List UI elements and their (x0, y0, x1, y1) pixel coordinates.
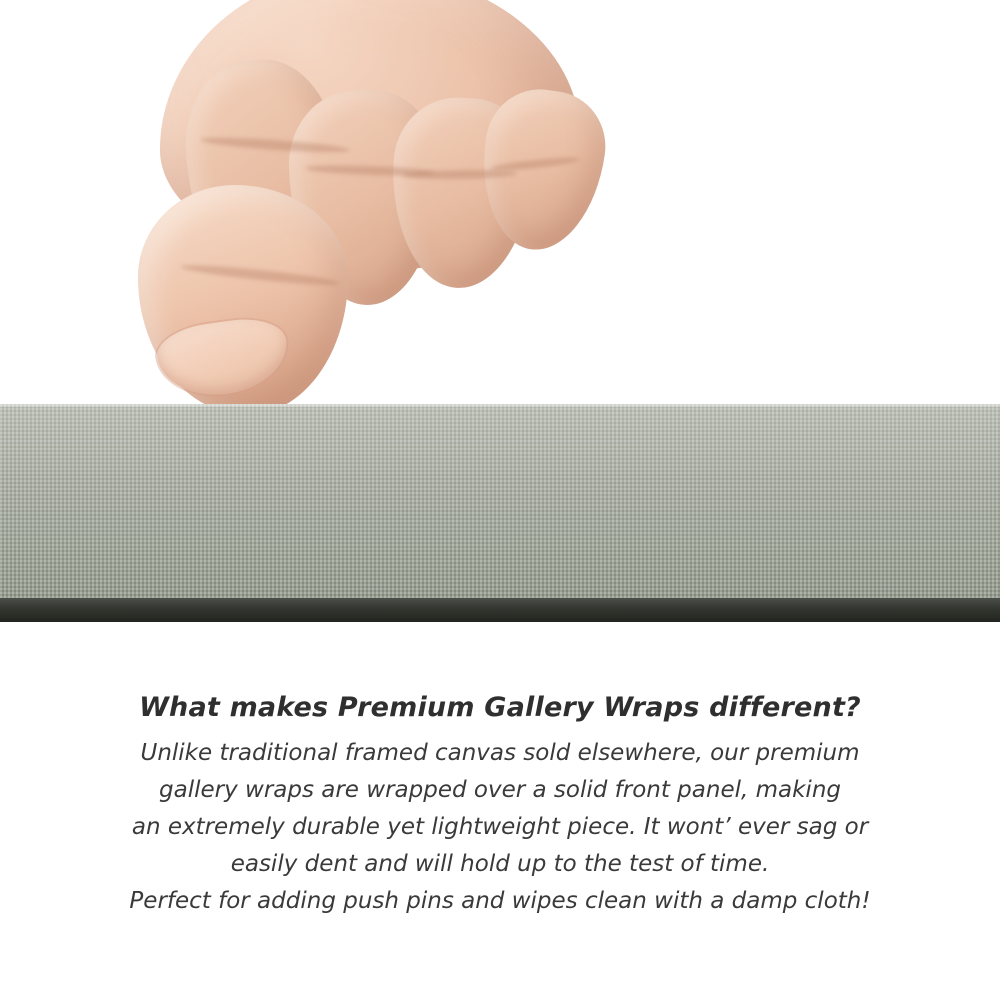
caption-line: easily dent and will hold up to the test of time. (230, 851, 770, 877)
canvas-weave-texture (0, 404, 1000, 622)
caption-body (0, 735, 1000, 920)
caption-line: Unlike traditional framed canvas sold elsewhere, our premium (140, 740, 860, 766)
hand-illustration (130, 0, 600, 420)
canvas-edge-shadow (0, 598, 1000, 622)
canvas-wrap-edge (0, 404, 1000, 622)
caption-line: gallery wraps are wrapped over a solid front panel, making (159, 777, 841, 803)
caption-line: an extremely durable yet lightweight piece. It wont’ ever sag or (131, 814, 869, 840)
caption-line: Perfect for adding push pins and wipes clean with a damp cloth! (129, 888, 871, 914)
caption-heading: What makes Premium Gallery Wraps different? (139, 692, 861, 723)
caption-block (0, 692, 1000, 920)
